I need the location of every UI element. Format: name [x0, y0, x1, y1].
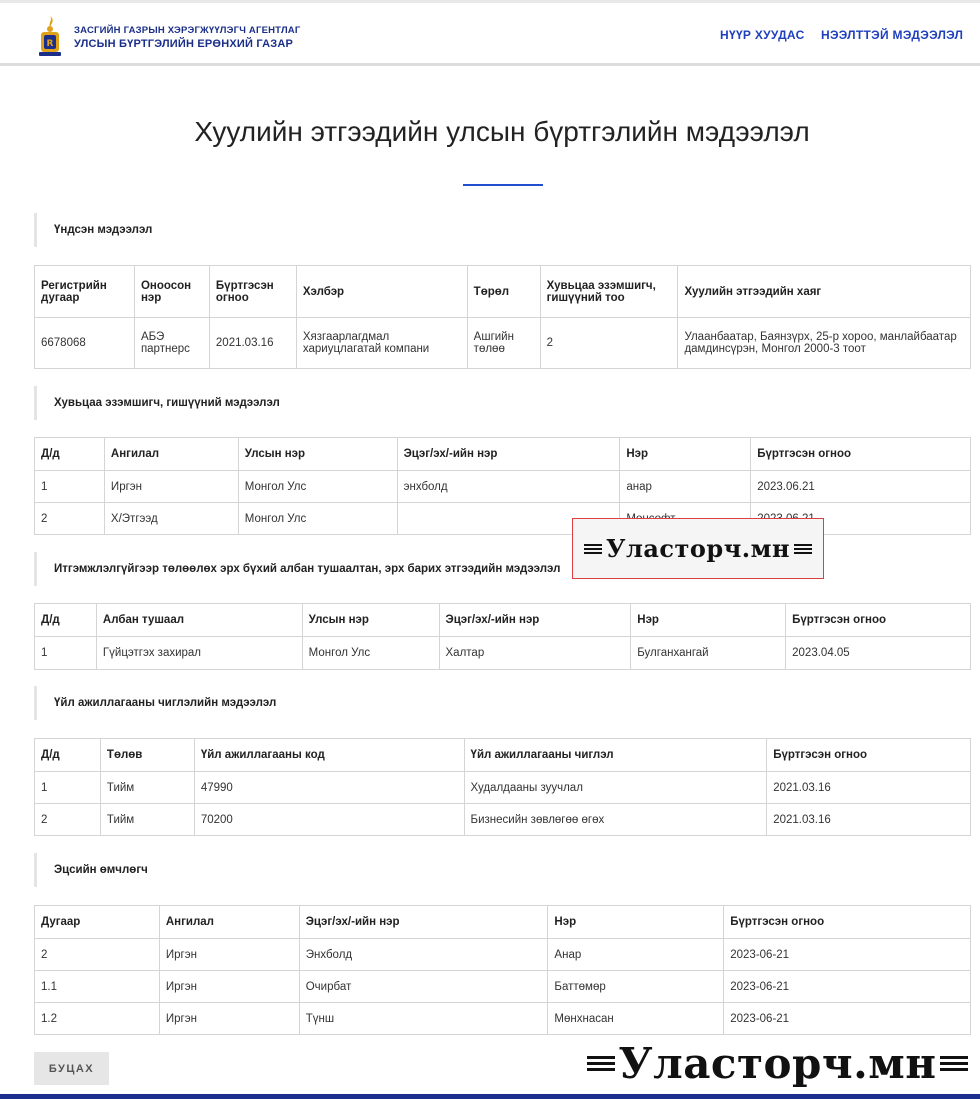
nav-home-link[interactable]: НҮҮР ХУУДАС	[720, 28, 805, 42]
table-cell: Иргэн	[104, 471, 238, 503]
column-header: Нэр	[631, 604, 786, 637]
table-cell: Баттөмөр	[548, 971, 724, 1003]
column-header: Нэр	[548, 906, 724, 939]
watermark-badge	[572, 518, 824, 579]
watermark-dash-right	[794, 548, 812, 550]
section-heading-officials: Итгэмжлэлгүйгээр төлөөлөх эрх бүхий албан тушаалтан, эрх барих этгээдийн мэдээлэл	[34, 552, 560, 586]
section-heading-shareholders: Хувьцаа эзэмшигч, гишүүний мэдээлэл	[34, 386, 280, 420]
table-cell: АБЭ партнерс	[134, 318, 209, 369]
table-cell: Иргэн	[159, 939, 299, 971]
column-header: Төлөв	[100, 739, 194, 772]
watermark-large-dash-right	[940, 1062, 968, 1065]
table-cell: Худалдааны зуучлал	[464, 772, 767, 804]
column-header: Д/д	[35, 604, 97, 637]
column-header: Хувьцаа эзэмшигч, гишүүний тоо	[540, 266, 678, 318]
table-cell: анар	[620, 471, 751, 503]
column-header: Бүртгэсэн огноо	[724, 906, 971, 939]
table-cell: 2021.03.16	[767, 772, 971, 804]
table-cell: 6678068	[35, 318, 135, 369]
column-header: Дугаар	[35, 906, 160, 939]
table-cell: Булганхангай	[631, 637, 786, 670]
table-cell: Хязгаарлагдмал хариуцлагатай компани	[296, 318, 467, 369]
basic-info-table	[34, 265, 971, 369]
column-header: Регистрийн дугаар	[35, 266, 135, 318]
section-heading-basic: Үндсэн мэдээлэл	[34, 213, 152, 247]
column-header: Ангилал	[104, 438, 238, 471]
column-header: Нэр	[620, 438, 751, 471]
column-header: Улсын нэр	[302, 604, 439, 637]
table-cell: Бизнесийн зөвлөгөө өгөх	[464, 804, 767, 836]
table-row	[35, 503, 971, 535]
table-cell: 2023.06.21	[751, 471, 971, 503]
column-header: Эцэг/эх/-ийн нэр	[397, 438, 620, 471]
table-row	[35, 471, 971, 503]
title-underline	[463, 184, 543, 186]
table-cell: 47990	[194, 772, 464, 804]
table-cell: Анар	[548, 939, 724, 971]
column-header: Бүртгэсэн огноо	[767, 739, 971, 772]
table-cell: Монгол Улс	[238, 471, 397, 503]
table-cell: 1.2	[35, 1003, 160, 1035]
table-cell: энхболд	[397, 471, 620, 503]
table-cell: 2	[35, 939, 160, 971]
watermark-large-dash-left	[587, 1062, 615, 1065]
table-row	[35, 804, 971, 836]
table-cell: Улаанбаатар, Баянзүрх, 25-р хороо, манлайбаатар дамдинсүрэн, Монгол 2000-3 тоот	[678, 318, 971, 369]
column-header: Ангилал	[159, 906, 299, 939]
table-cell: 2023-06-21	[724, 939, 971, 971]
column-header: Д/д	[35, 438, 105, 471]
table-cell: Тийм	[100, 804, 194, 836]
officials-table	[34, 603, 971, 670]
column-header: Эцэг/эх/-ийн нэр	[299, 906, 548, 939]
watermark-text: Уласторч.мн	[605, 534, 791, 563]
table-cell: Монгол Улс	[238, 503, 397, 535]
table-cell: Ашгийн төлөө	[467, 318, 540, 369]
table-cell: 1	[35, 637, 97, 670]
column-header: Бүртгэсэн огноо	[751, 438, 971, 471]
table-row	[35, 772, 971, 804]
column-header: Бүртгэсэн огноо	[209, 266, 296, 318]
table-row	[35, 971, 971, 1003]
table-cell: Энхболд	[299, 939, 548, 971]
column-header: Албан тушаал	[96, 604, 302, 637]
column-header: Үйл ажиллагааны чиглэл	[464, 739, 767, 772]
top-navigation-bar	[0, 0, 980, 66]
back-button[interactable]: БУЦАХ	[34, 1052, 109, 1085]
table-cell: 2023.04.05	[786, 637, 971, 670]
table-row	[35, 1003, 971, 1035]
table-cell: 1	[35, 471, 105, 503]
table-cell: Түнш	[299, 1003, 548, 1035]
section-heading-owners: Эцсийн өмчлөгч	[34, 853, 148, 887]
table-cell: Монгол Улс	[302, 637, 439, 670]
table-cell: 2	[35, 503, 105, 535]
page-title: Хуулийн этгээдийн улсын бүртгэлийн мэдээлэл	[194, 116, 810, 147]
column-header: Эцэг/эх/-ийн нэр	[439, 604, 631, 637]
table-cell: Х/Этгээд	[104, 503, 238, 535]
nav-public-info-link[interactable]: НЭЭЛТТЭЙ МЭДЭЭЛЭЛ	[821, 28, 964, 42]
table-row	[35, 939, 971, 971]
table-cell: Халтар	[439, 637, 631, 670]
emblem-logo-icon[interactable]	[36, 15, 64, 57]
column-header: Бүртгэсэн огноо	[786, 604, 971, 637]
svg-text:R: R	[46, 39, 54, 49]
owners-table	[34, 905, 971, 1035]
watermark-dash-left	[584, 548, 602, 550]
organization-name	[74, 25, 300, 51]
table-cell: Очирбат	[299, 971, 548, 1003]
table-cell: Тийм	[100, 772, 194, 804]
table-row	[35, 637, 971, 670]
table-cell: Иргэн	[159, 971, 299, 1003]
organization-name-line1: ЗАСГИЙН ГАЗРЫН ХЭРЭГЖҮҮЛЭГЧ АГЕНТЛАГ	[74, 25, 301, 36]
table-cell: 2021.03.16	[209, 318, 296, 369]
watermark-large	[580, 1034, 975, 1092]
watermark-large-text: Уласторч.мн	[618, 1038, 937, 1088]
footer-accent-line	[0, 1094, 980, 1099]
column-header: Д/д	[35, 739, 101, 772]
column-header: Хэлбэр	[296, 266, 467, 318]
organization-name-line2: УЛСЫН БҮРТГЭЛИЙН ЕРӨНХИЙ ГАЗАР	[74, 38, 294, 50]
column-header: Төрөл	[467, 266, 540, 318]
section-heading-activities: Үйл ажиллагааны чиглэлийн мэдээлэл	[34, 686, 276, 720]
column-header: Улсын нэр	[238, 438, 397, 471]
column-header: Хуулийн этгээдийн хаяг	[678, 266, 971, 318]
column-header: Үйл ажиллагааны код	[194, 739, 464, 772]
table-cell: 2023-06-21	[724, 971, 971, 1003]
column-header: Оноосон нэр	[134, 266, 209, 318]
table-cell: 1	[35, 772, 101, 804]
table-cell: 2021.03.16	[767, 804, 971, 836]
table-cell: Гүйцэтгэх захирал	[96, 637, 302, 670]
table-cell: 2	[540, 318, 678, 369]
activities-table	[34, 738, 971, 836]
table-row	[35, 318, 971, 369]
shareholders-table	[34, 437, 971, 535]
table-cell: Иргэн	[159, 1003, 299, 1035]
table-cell: 2	[35, 804, 101, 836]
table-cell: 70200	[194, 804, 464, 836]
table-cell: 1.1	[35, 971, 160, 1003]
table-cell: 2023-06-21	[724, 1003, 971, 1035]
table-cell: Мөнхнасан	[548, 1003, 724, 1035]
